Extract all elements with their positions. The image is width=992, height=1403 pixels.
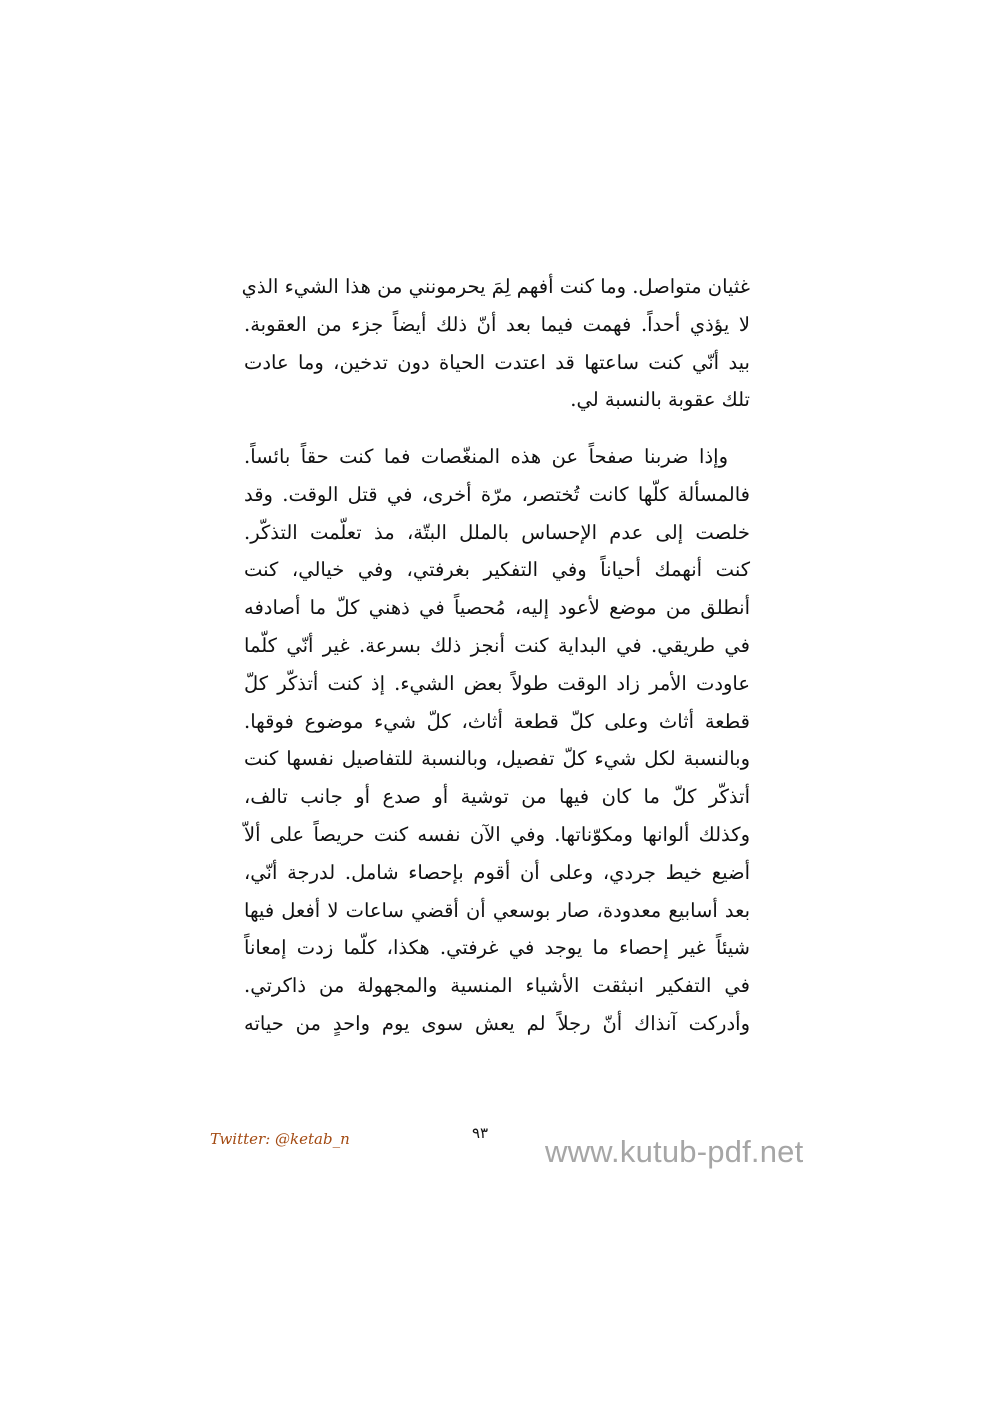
twitter-handle: Twitter: @ketab_n bbox=[210, 1130, 350, 1148]
text-line: فالمسألة كلّها كانت تُختصر، مرّة أخرى، في قتل الوقت. وقد bbox=[244, 482, 750, 506]
watermark-url: www.kutub-pdf.net bbox=[545, 1134, 804, 1169]
text-line: أنطلق من موضع لأعود إليه، مُحصياً في ذهني كلّ ما أصادفه bbox=[244, 596, 750, 620]
text-line: عاودت الأمر زاد الوقت طولاً بعض الشيء. إذ كنت أتذكّر كلّ bbox=[244, 671, 750, 695]
text-line: بعد أسابيع معدودة، صار بوسعي أن أقضي ساعات لا أفعل فيها bbox=[244, 898, 750, 922]
text-line: وكذلك ألوانها ومكوّناتها. وفي الآن نفسه كنت حريصاً على ألاّ bbox=[244, 822, 750, 846]
text-line: كنت أنهمك أحياناً وفي التفكير بغرفتي، وفي خيالي، كنت bbox=[244, 558, 750, 582]
text-line: تلك عقوبة بالنسبة لي. bbox=[570, 388, 750, 412]
text-line: أتذكّر كلّ ما كان فيها من توشية أو صدع أو جانب تالف، bbox=[244, 785, 750, 809]
text-line: وبالنسبة لكل شيء كلّ تفصيل، وبالنسبة للتفاصيل نفسها كنت bbox=[244, 747, 750, 771]
text-line: خلصت إلى عدم الإحساس بالملل البتّة، مذ تعلّمت التذكّر. bbox=[244, 520, 750, 544]
text-line: وأدركت آنذاك أنّ رجلاً لم يعش سوى يوم واحدٍ من حياته bbox=[244, 1011, 750, 1035]
page-number: ٩٣ bbox=[471, 1124, 489, 1142]
paragraph-1 bbox=[241, 268, 750, 419]
text-line: شيئاً غير إحصاء ما يوجد في غرفتي. هكذا، كلّما زدت إمعاناً bbox=[244, 936, 750, 960]
text-line: بيد أنّي كنت ساعتها قد اعتدت الحياة دون تدخين، وما عادت bbox=[244, 350, 750, 374]
text-line: وإذا ضربنا صفحاً عن هذه المنغّصات فما كنت حقاً بائساً. bbox=[244, 445, 728, 468]
text-line: غثيان متواصل. وما كنت أفهم لِمَ يحرمونني من هذا الشيء الذي bbox=[241, 275, 750, 298]
text-line: لا يؤذي أحداً. فهمت فيما بعد أنّ ذلك أيضاً جزء من العقوبة. bbox=[244, 312, 750, 336]
text-line: في التفكير انبثقت الأشياء المنسية والمجهولة من ذاكرتي. bbox=[244, 974, 750, 998]
text-line: في طريقي. في البداية كنت أنجز ذلك بسرعة. غير أنّي كلّما bbox=[244, 633, 750, 657]
text-line: أضيع خيط جردي، وعلى أن أقوم بإحصاء شامل. لدرجة أنّي، bbox=[244, 860, 750, 884]
text-line: قطعة أثاث وعلى كلّ قطعة أثاث، كلّ شيء موضوع فوقها. bbox=[244, 709, 750, 733]
paragraph-2 bbox=[244, 438, 750, 1043]
